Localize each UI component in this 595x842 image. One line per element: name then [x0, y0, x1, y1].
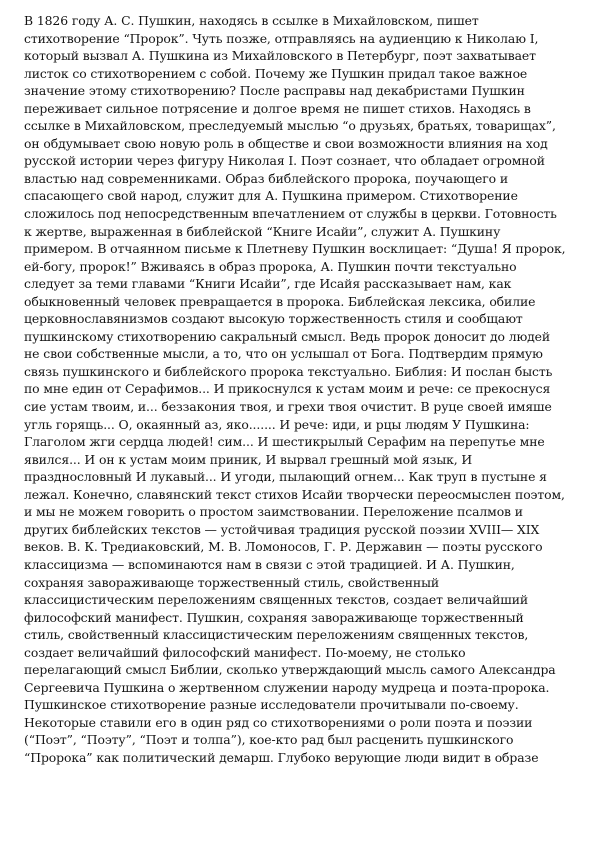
text-line: русской истории через фигуру Николая I. Поэт сознает, что обладает огромной	[24, 153, 545, 169]
text-line: церковнославянизмов создают высокую торжественность стиля и сообщают	[24, 311, 523, 327]
text-line: веков. В. К. Тредиаковский, М. В. Ломоносов, Г. Р. Державин — поэты русского	[24, 539, 543, 555]
text-line: следует за теми главами “Книги Исайи”, где Исайя рассказывает нам, как	[24, 276, 512, 292]
text-line: стихотворение “Пророк”. Чуть позже, отправляясь на аудиенцию к Николаю I,	[24, 30, 539, 46]
text-line: лежал. Конечно, славянский текст стихов Исайи творчески переосмыслен поэтом,	[24, 486, 565, 502]
text-line: не свои собственные мысли, а то, что он услышал от Бога. Подтвердим прямую	[24, 346, 543, 362]
text-line: примером. В отчаянном письме к Плетневу Пушкин восклицает: “Душа! Я пророк,	[24, 241, 566, 257]
text-line: угль горящь... О, окаянный аз, яко....... И рече: иди, и рцы людям У Пушкина:	[24, 416, 530, 432]
text-line: ссылке в Михайловском, преследуемый мыслью “о друзьях, братьях, товарищах”,	[24, 118, 556, 134]
text-line: сложилось под непосредственным впечатлением от службы в церкви. Готовность	[24, 206, 557, 222]
text-line: ей-богу, пророк!” Вживаясь в образ пророка, А. Пушкин почти текстуально	[24, 258, 517, 274]
text-line: к жертве, выраженная в библейской “Книге Исайи”, служит А. Пушкину	[24, 223, 501, 239]
text-line: листок со стихотворением с собой. Почему же Пушкин придал такое важное	[24, 65, 528, 81]
text-line: обыкновенный человек превращается в пророка. Библейская лексика, обилие	[24, 293, 536, 309]
text-line: властью над современниками. Образ библейского пророка, поучающего и	[24, 170, 509, 186]
text-line: классицизма — вспоминаются нам в связи с этой традицией. И А. Пушкин,	[24, 556, 515, 572]
text-line: В 1826 году А. С. Пушкин, находясь в ссылке в Михайловском, пишет	[24, 13, 479, 28]
document-text-body	[24, 12, 572, 767]
text-line: (“Поэт”, “Поэту”, “Поэт и толпа”), кое-кто рад был расценить пушкинского	[24, 732, 514, 748]
text-line: связь пушкинского и библейского пророка текстуально. Библия: И послан бысть	[24, 363, 553, 379]
text-line: философский манифест. Пушкин, сохраняя завораживающе торжественный	[24, 609, 524, 625]
text-line: Пушкинское стихотворение разные исследователи прочитывали по-своему.	[24, 697, 519, 713]
text-line: пушкинскому стихотворению сакральный смысл. Ведь пророк доносит до людей	[24, 328, 551, 344]
text-line: Глаголом жги сердца людей! сим... И шестикрылый Серафим на перепутье мне	[24, 434, 545, 450]
text-line: перелагающий смысл Библии, сколько утверждающий мысль самого Александра	[24, 662, 556, 678]
text-line: “Пророка” как политический демарш. Глубоко верующие люди видит в образе	[24, 749, 539, 765]
text-line: по мне един от Серафимов... И прикоснулся к устам моим и рече: се прекоснуся	[24, 381, 551, 397]
text-line: других библейских текстов — устойчивая традиция русской поэзии XVIII— XIX	[24, 521, 540, 537]
text-line: и мы не можем говорить о простом заимствовании. Переложение псалмов и	[24, 504, 523, 520]
text-line: значение этому стихотворению? После расправы над декабристами Пушкин	[24, 83, 525, 99]
text-line: переживает сильное потрясение и долгое время не пишет стихов. Находясь в	[24, 100, 531, 116]
text-line: который вызвал А. Пушкина из Михайловского в Петербург, поэт захватывает	[24, 48, 536, 64]
text-line: стиль, свойственный классицистическим переложениям священных текстов,	[24, 627, 529, 643]
text-line: Сергеевича Пушкина о жертвенном служении народу мудреца и поэта-пророка.	[24, 679, 550, 695]
text-line: сохраняя завораживающе торжественный стиль, свойственный	[24, 574, 440, 590]
text-line: спасающего свой народ, служит для А. Пушкина примером. Стихотворение	[24, 188, 518, 204]
text-line: классицистическим переложениям священных текстов, создает величайший	[24, 592, 529, 608]
text-line: празднословный И лукавый... И угоди, пылающий огнем... Как труп в пустыне я	[24, 469, 547, 485]
text-line: сие устам твоим, и... беззакония твоя, и грехи твоя очистит. В руце своей имяше	[24, 399, 552, 415]
text-line: создает величайший философский манифест. По-моему, не столько	[24, 644, 466, 660]
text-line: он обдумывает свою новую роль в обществе и свои возможности влияния на ход	[24, 135, 548, 151]
text-line: явился... И он к устам моим приник, И вырвал грешный мой язык, И	[24, 451, 473, 467]
text-line: Некоторые ставили его в один ряд со стихотворениями о роли поэта и поэзии	[24, 714, 533, 730]
